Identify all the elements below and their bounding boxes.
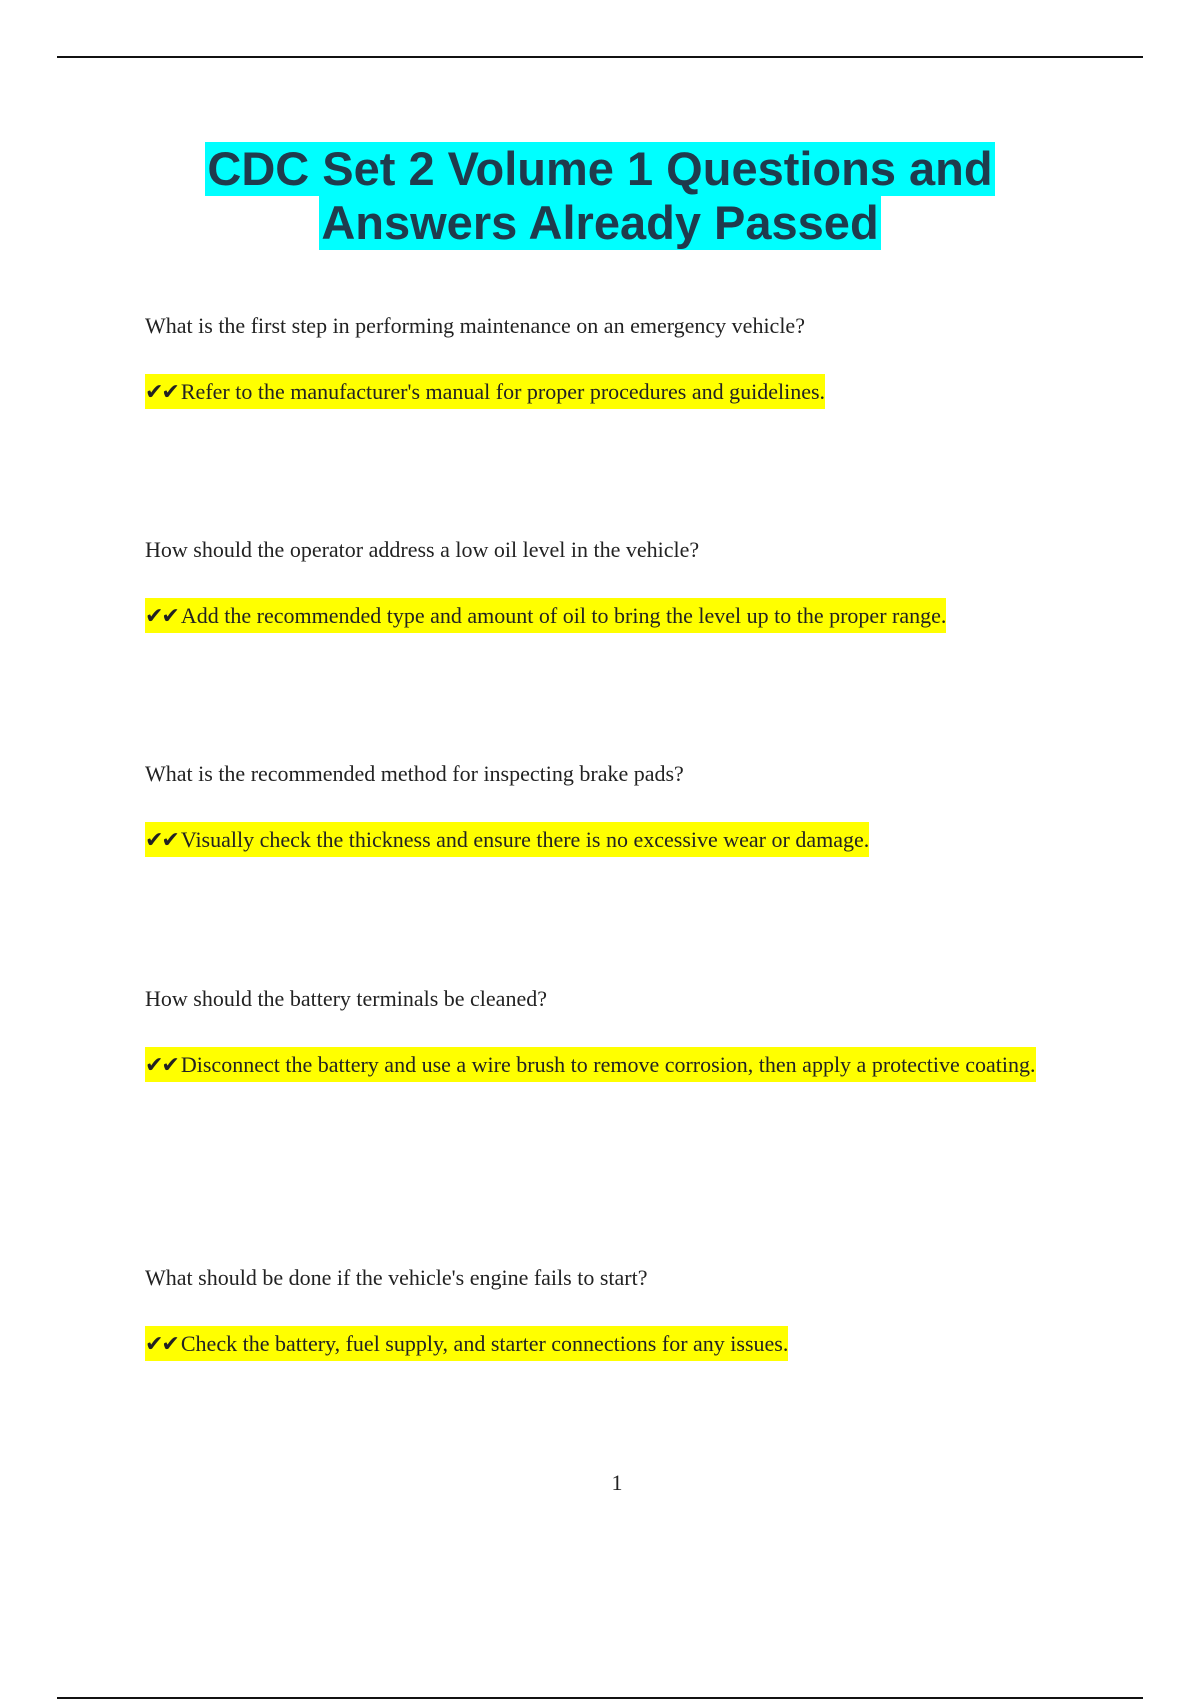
question-text: What should be done if the vehicle's engine fails to start? bbox=[145, 1265, 648, 1290]
answer-text bbox=[145, 1313, 1065, 1375]
answer-label: Check the battery, fuel supply, and starter connections for any issues. bbox=[180, 1331, 789, 1356]
question-text: How should the operator address a low oil level in the vehicle? bbox=[145, 537, 700, 562]
double-check-icon: ✔✔ bbox=[145, 828, 178, 853]
double-check-icon: ✔✔ bbox=[145, 604, 178, 629]
double-check-icon: ✔✔ bbox=[145, 1332, 178, 1357]
answer-text bbox=[145, 585, 1065, 647]
answer-label: Add the recommended type and amount of oil to bring the level up to the proper range. bbox=[180, 603, 947, 628]
qa-item-2 bbox=[145, 537, 1065, 647]
top-rule bbox=[57, 56, 1143, 58]
answer-label: Refer to the manufacturer's manual for proper procedures and guidelines. bbox=[180, 379, 826, 404]
answer-label: Disconnect the battery and use a wire brush to remove corrosion, then apply a protective coating. bbox=[180, 1052, 1036, 1077]
question-text: How should the battery terminals be cleaned? bbox=[145, 986, 547, 1011]
question-text: What is the recommended method for inspecting brake pads? bbox=[145, 761, 684, 786]
answer-text bbox=[145, 361, 1065, 423]
title-line-2: Answers Already Passed bbox=[321, 196, 879, 249]
qa-item-3 bbox=[145, 761, 1065, 871]
title-line-1: CDC Set 2 Volume 1 Questions and bbox=[207, 142, 993, 195]
answer-text bbox=[145, 1034, 1065, 1096]
question-text: What is the first step in performing maintenance on an emergency vehicle? bbox=[145, 313, 805, 338]
double-check-icon: ✔✔ bbox=[145, 1053, 178, 1078]
qa-item-1 bbox=[145, 313, 1065, 423]
qa-item-5 bbox=[145, 1265, 1065, 1375]
answer-label: Visually check the thickness and ensure there is no excessive wear or damage. bbox=[180, 827, 870, 852]
answer-text bbox=[145, 809, 1065, 871]
qa-item-4 bbox=[145, 986, 1065, 1096]
bottom-rule bbox=[57, 1697, 1143, 1699]
double-check-icon: ✔✔ bbox=[145, 380, 178, 405]
document-title bbox=[57, 142, 1143, 250]
page-number: 1 bbox=[611, 1470, 623, 1495]
